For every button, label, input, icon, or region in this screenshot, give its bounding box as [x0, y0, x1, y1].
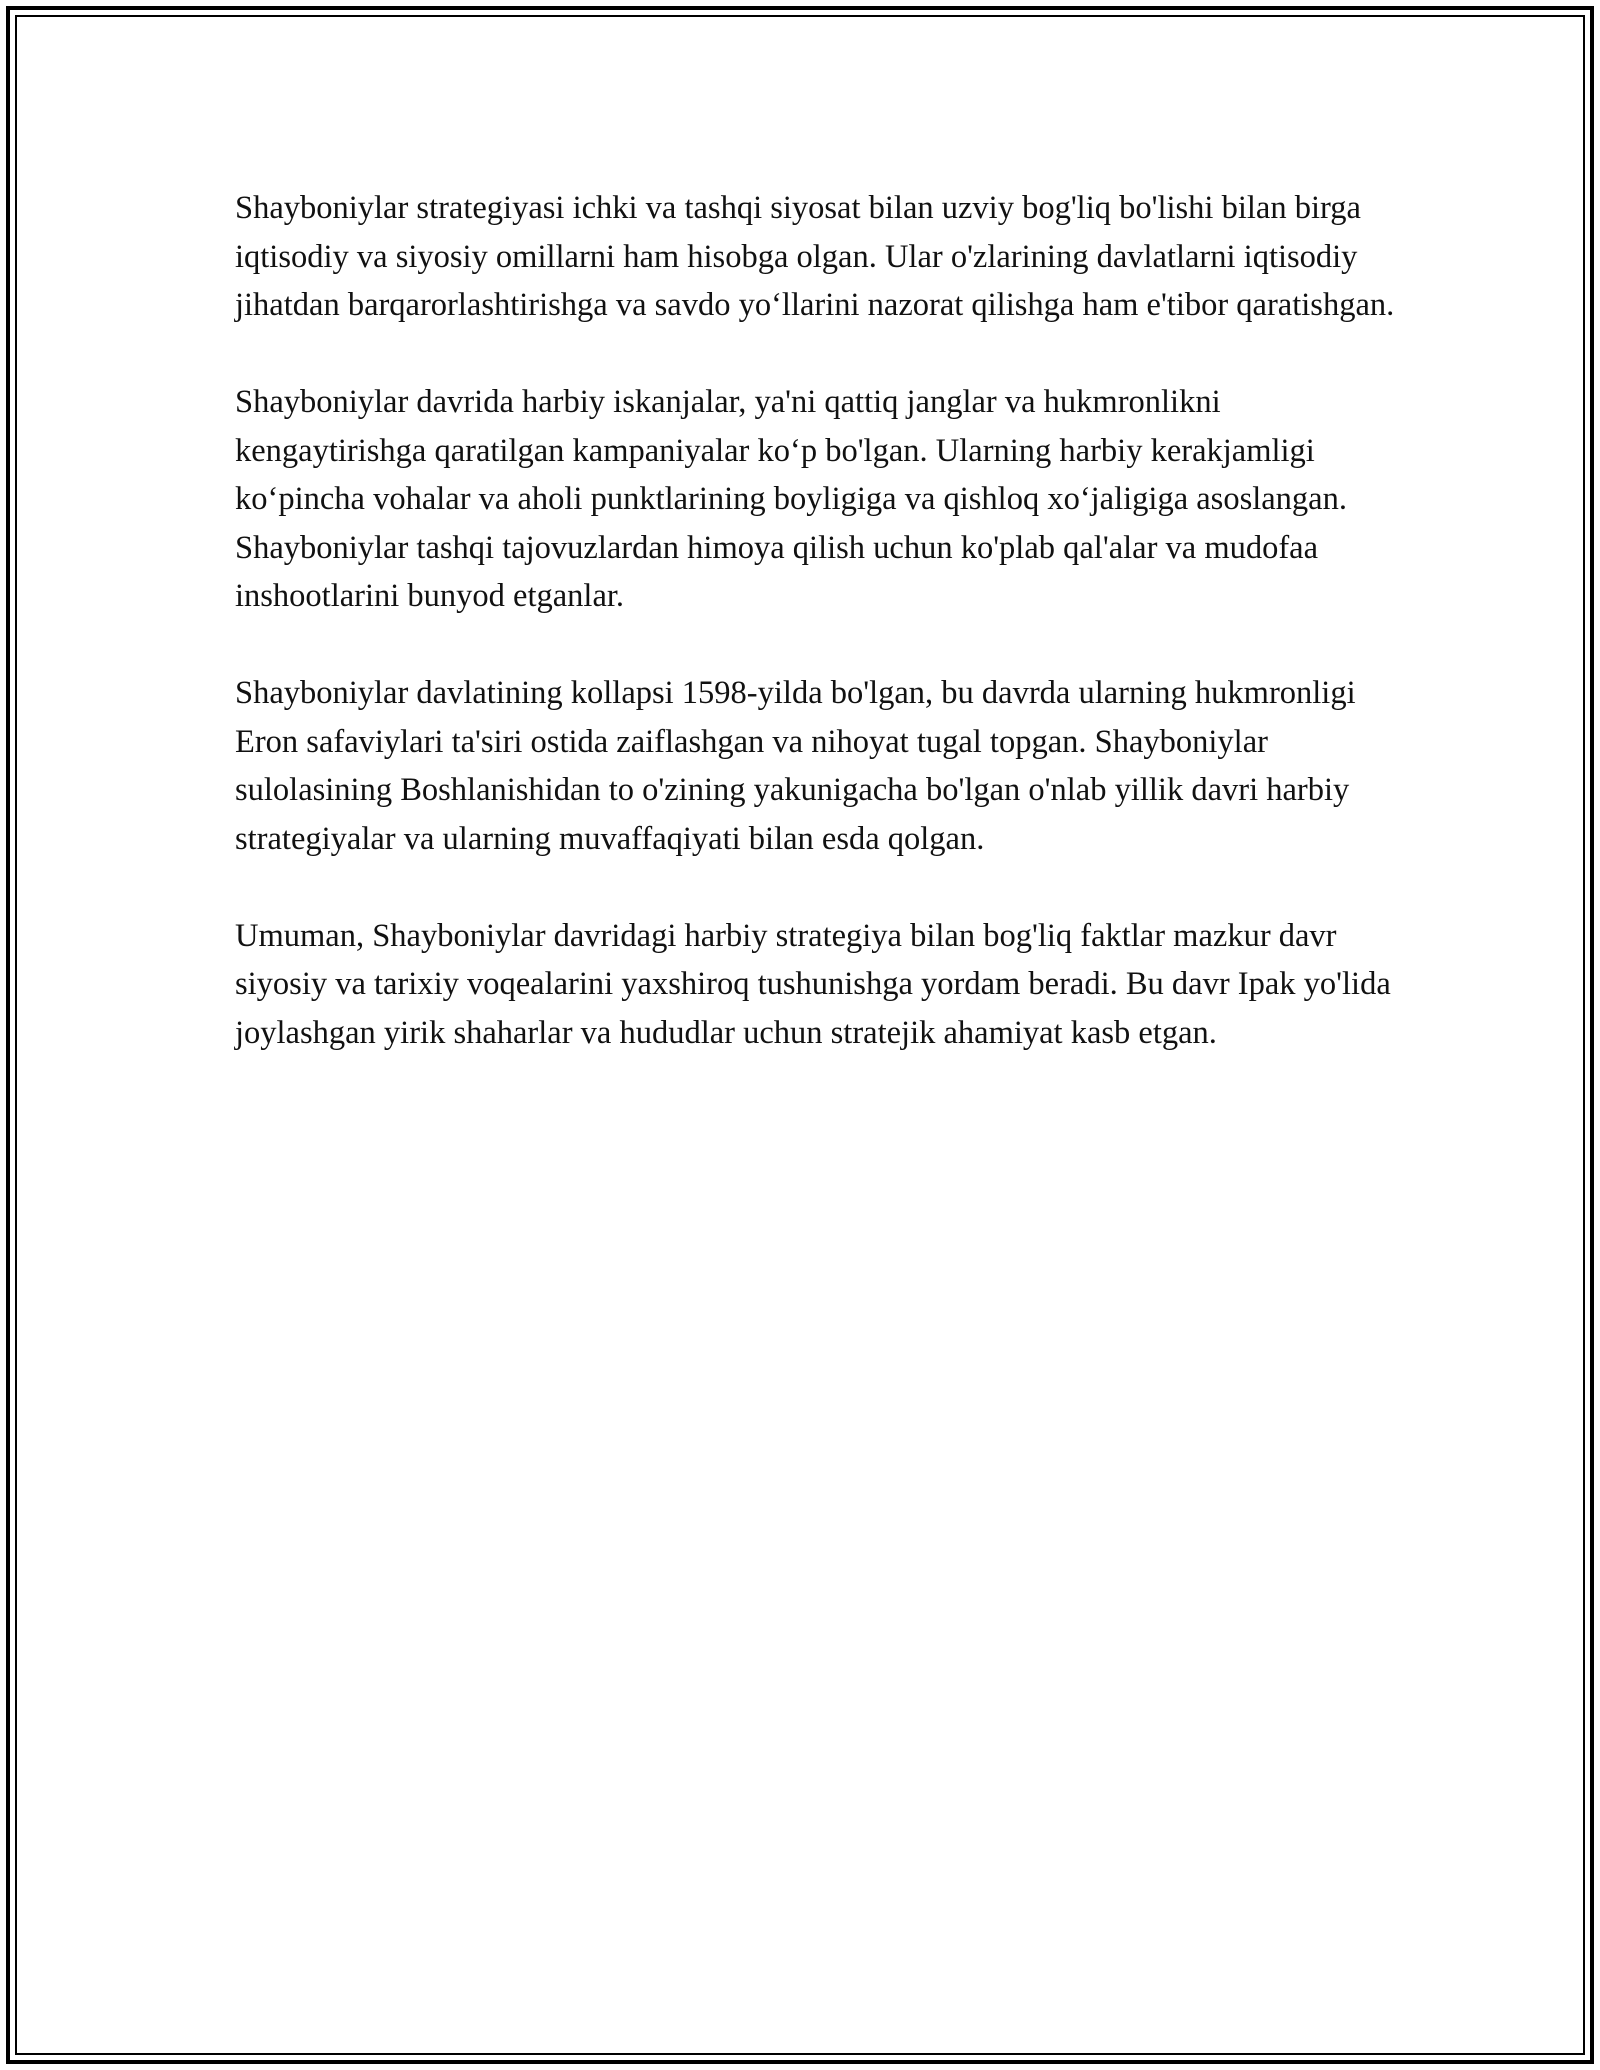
document-body [235, 184, 1395, 1106]
paragraph-4: Umuman, Shayboniylar davridagi harbiy strategiya bilan bog'liq faktlar mazkur davr siyosiy va tarixiy voqealarini yaxshiroq tushunishga yordam beradi. Bu davr Ipak yo'lida joylashgan yirik shaharlar va hududlar uchun stratejik ahamiyat kasb etgan. [235, 917, 1391, 1051]
paragraph-1: Shayboniylar strategiyasi ichki va tashqi siyosat bilan uzviy bog'liq bo'lishi bilan birga iqtisodiy va siyosiy omillarni ham hisobga olgan. Ular o'zlarining davlatlarni iqtisodiy jihatdan barqarorlashtirishga va savdo yo‘llarini nazorat qilishga ham e'tibor qaratishgan. [235, 190, 1395, 323]
paragraph-3: Shayboniylar davlatining kollapsi 1598-yilda bo'lgan, bu davrda ularning hukmronligi Eron safaviylari ta'siri ostida zaiflashgan va nihoyat tugal topgan. Shayboniylar sulolasining Boshlanishidan to o'zining yakunigacha bo'lgan o'nlab yillik davri harbiy strategiyalar va ularning muvaffaqiyati bilan esda qolgan. [235, 675, 1356, 857]
paragraph-2: Shayboniylar davrida harbiy iskanjalar, ya'ni qattiq janglar va hukmronlikni kengaytirishga qaratilgan kampaniyalar ko‘p bo'lgan. Ularning harbiy kerakjamligi ko‘pincha vohalar va aholi punktlarining boyligiga va qishloq xo‘jaligiga asoslangan. Shayboniylar tashqi tajovuzlardan himoya qilish uchun ko'plab qal'alar va mudofaa inshootlarini bunyod etganlar. [235, 384, 1347, 614]
